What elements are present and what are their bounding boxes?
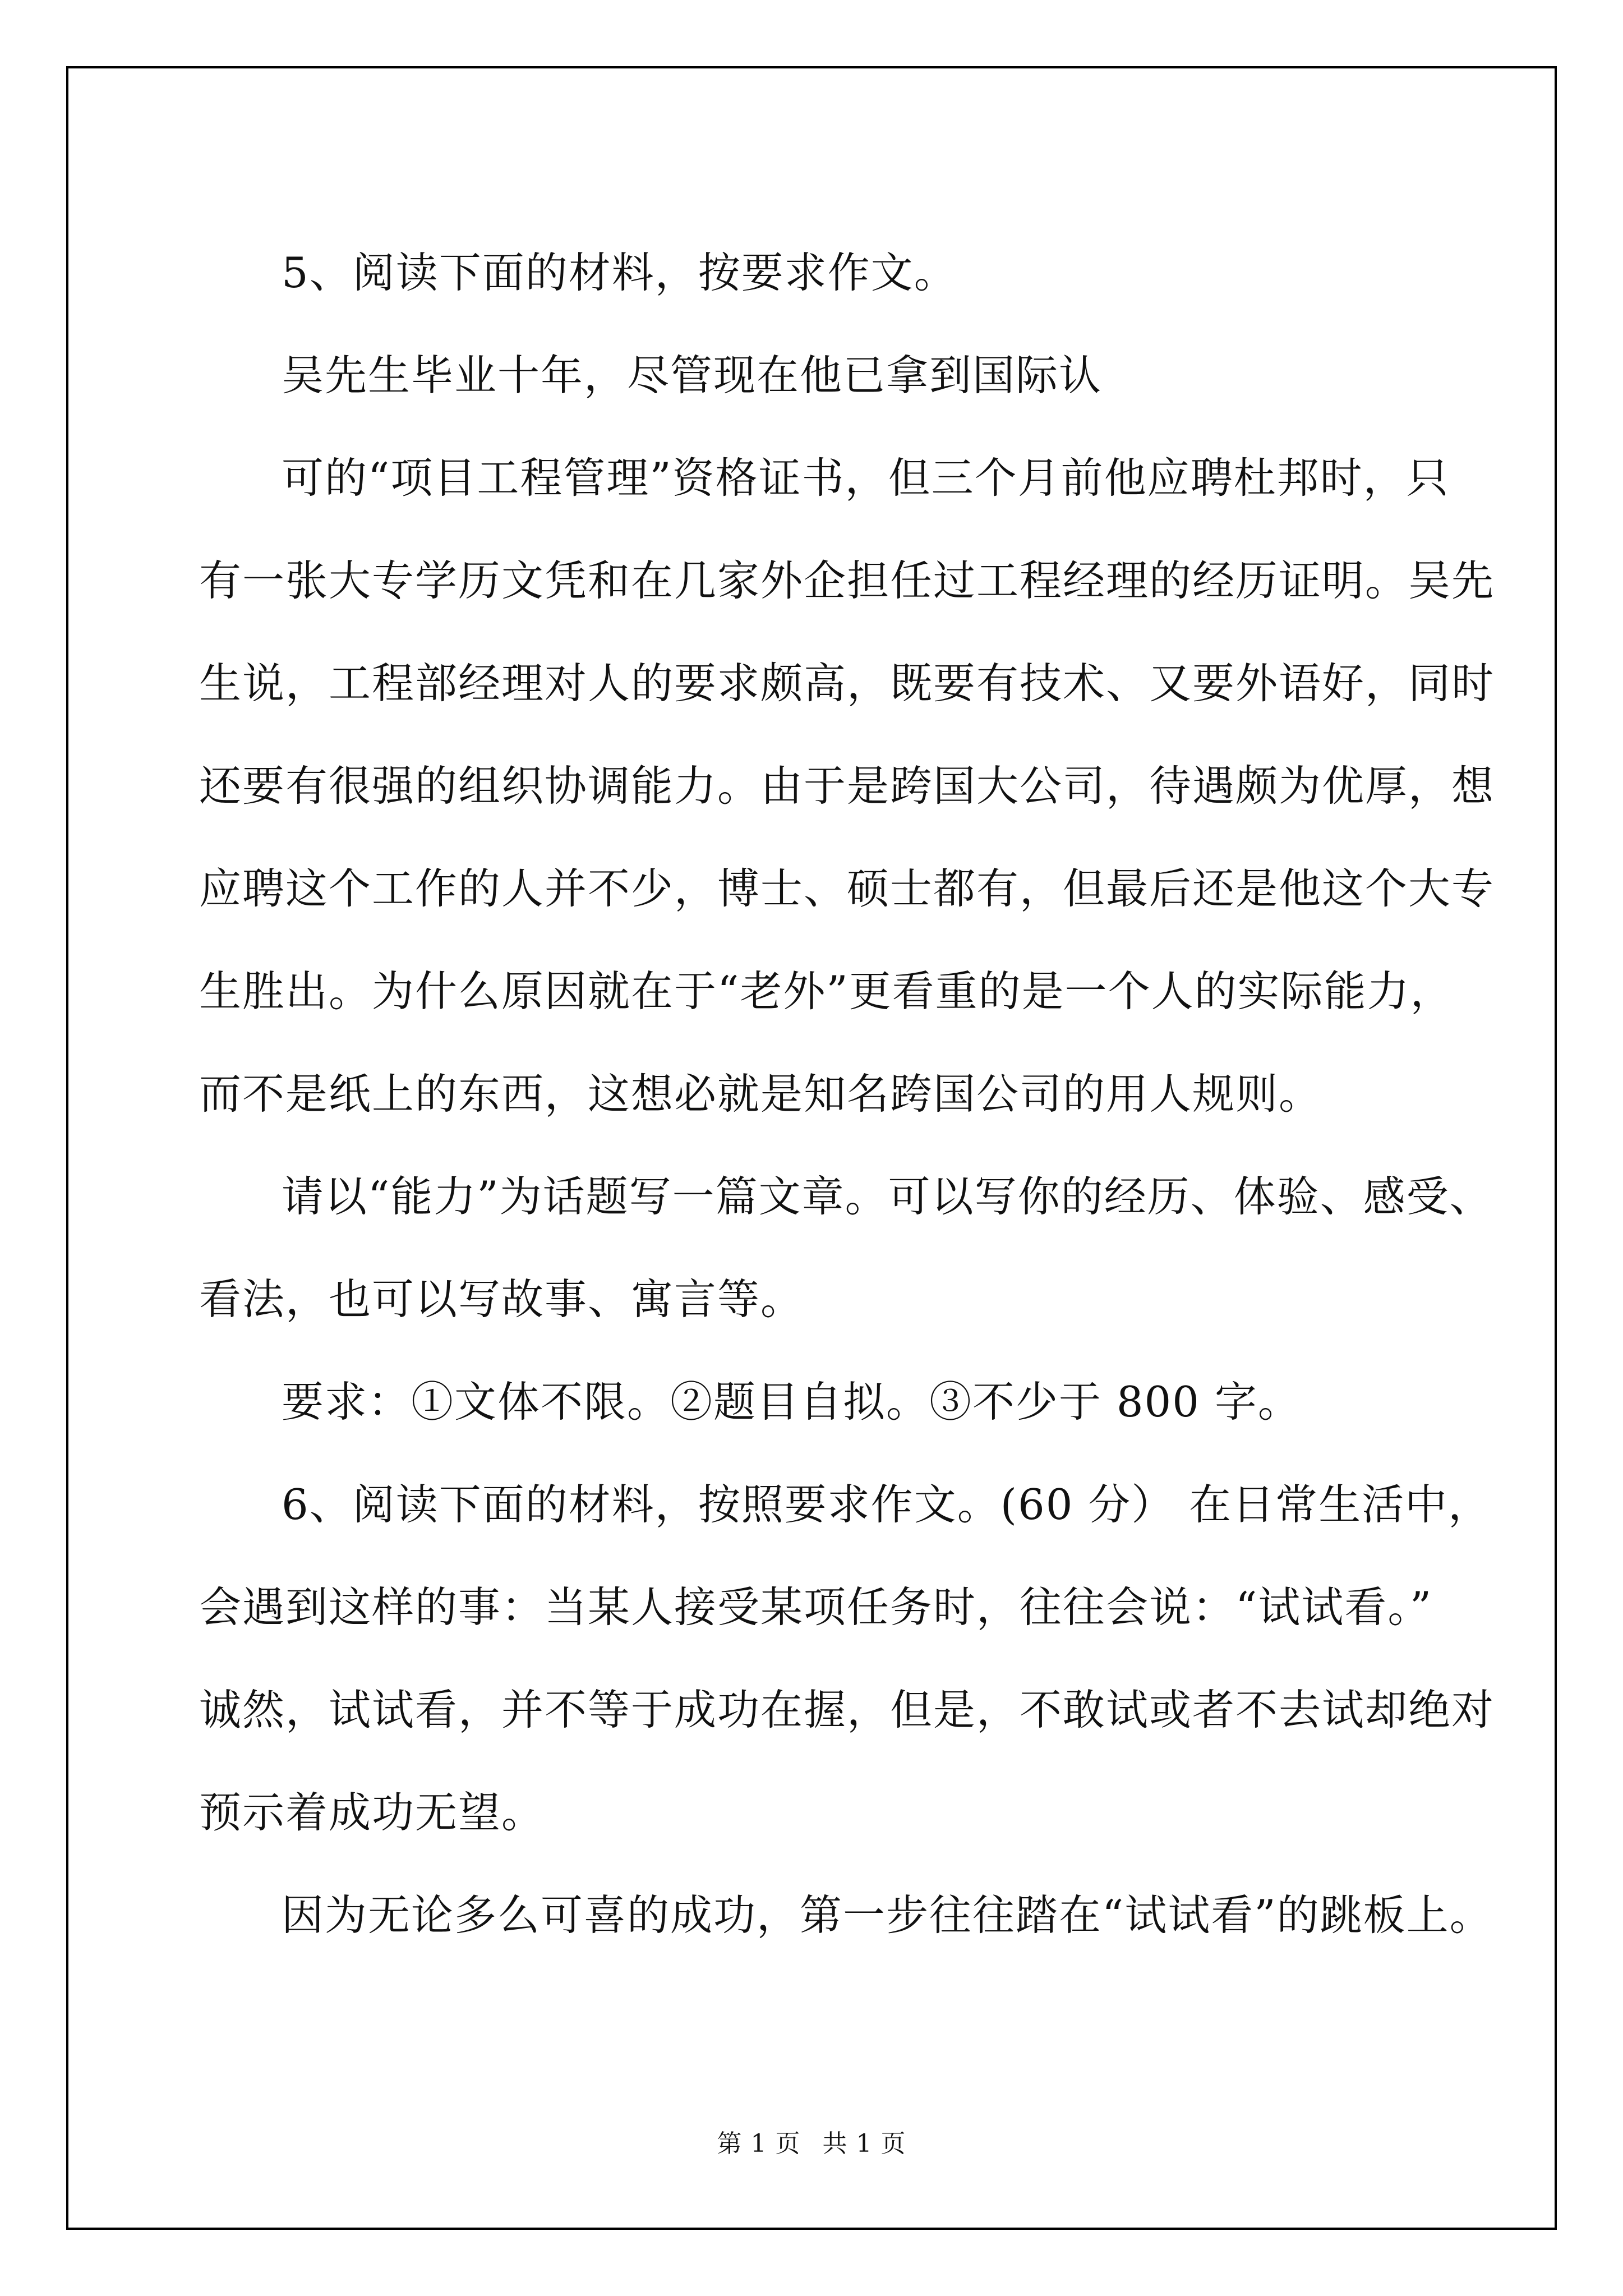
page-footer <box>0 2123 1623 2159</box>
text-line: 预示着成功无望。 <box>199 1788 545 1837</box>
text-line: 会遇到这样的事：当某人接受某项任务时，往往会说：“试试看。” <box>199 1582 1433 1632</box>
text-line: 生胜出。为什么原因就在于“老外”更看重的是一个人的实际能力， <box>199 967 1454 1016</box>
text-line: 还要有很强的组织协调能力。由于是跨国大公司，待遇颇为优厚，想 <box>199 761 1495 811</box>
page-number-total: 共 1 页 <box>822 2129 906 2158</box>
text-line: 应聘这个工作的人并不少，博士、硕士都有，但最后还是他这个大专 <box>199 864 1495 913</box>
page-number-current: 第 1 页 <box>717 2129 801 2158</box>
text-line: 5、阅读下面的材料，按要求作文。 <box>282 248 957 297</box>
text-line: 而不是纸上的东西，这想必就是知名跨国公司的用人规则。 <box>199 1069 1322 1119</box>
text-line: 诚然，试试看，并不等于成功在握，但是，不敢试或者不去试却绝对 <box>199 1685 1495 1734</box>
text-line: 请以“能力”为话题写一篇文章。可以写你的经历、体验、感受、 <box>282 1172 1493 1221</box>
text-line: 因为无论多么可喜的成功，第一步往往踏在“试试看”的跳板上。 <box>282 1890 1493 1940</box>
text-line: 看法，也可以写故事、寓言等。 <box>199 1274 804 1324</box>
text-line: 6、阅读下面的材料，按照要求作文。(60 分） 在日常生活中， <box>282 1480 1492 1529</box>
text-line: 生说，工程部经理对人的要求颇高，既要有技术、又要外语好，同时 <box>199 659 1495 708</box>
text-line: 可的“项目工程管理”资格证书，但三个月前他应聘杜邦时，只 <box>282 453 1450 503</box>
text-line: 吴先生毕业十年，尽管现在他已拿到国际认 <box>282 351 1103 400</box>
text-line: 有一张大专学历文凭和在几家外企担任过工程经理的经历证明。吴先 <box>199 556 1495 605</box>
document-body <box>199 222 1495 1967</box>
text-line: 要求：①文体不限。②题目自拟。③不少于 800 字。 <box>282 1377 1301 1427</box>
